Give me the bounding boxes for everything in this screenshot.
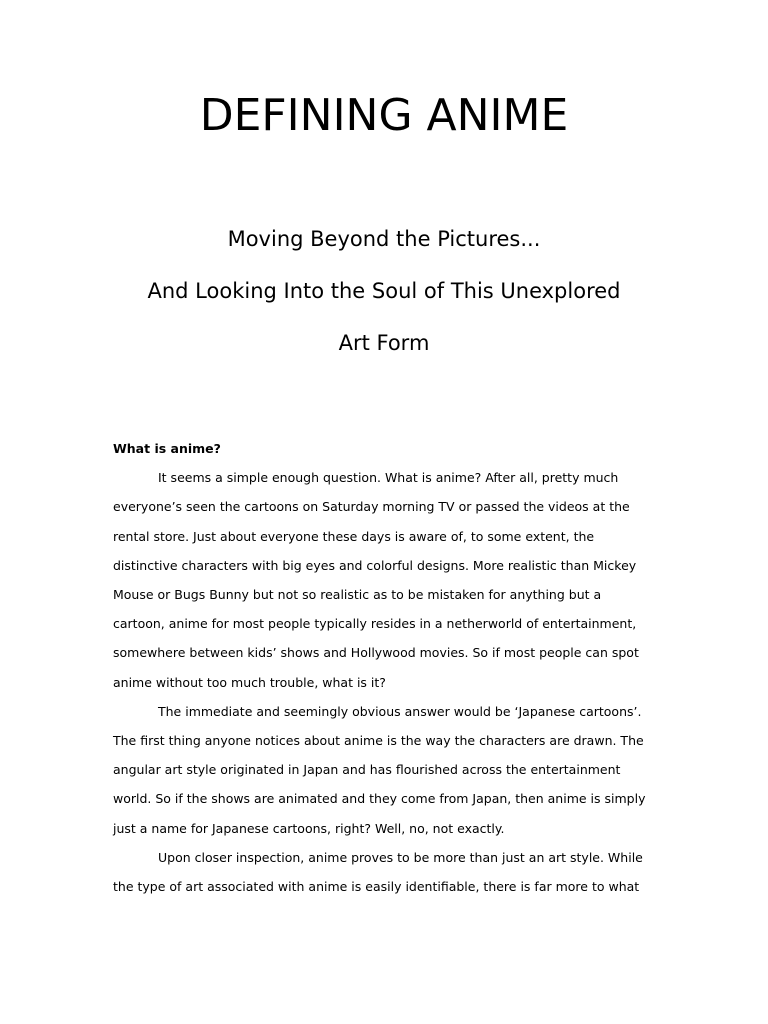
subtitle-line-1: Moving Beyond the Pictures...: [227, 227, 541, 251]
paragraph-3: Upon closer inspection, anime proves to be more than just an art style. While the type of art associated with anime is easily identifiable, there is far more to what: [113, 849, 643, 895]
paragraph-2: The immediate and seemingly obvious answer would be ‘Japanese cartoons’. The first thing anyone notices about anime is the way the characters are drawn. The angular art style originated in Japan and has flourished across the entertainment world. So if the shows are animated and they come from Japan, then anime is simply just a name for Japanese cartoons, right? Well, no, not exactly.: [113, 703, 646, 836]
document-body: [113, 434, 653, 901]
subtitle-line-3: Art Form: [338, 331, 430, 355]
document-title: DEFINING ANIME: [199, 90, 569, 141]
section-heading: What is anime?: [113, 441, 221, 456]
paragraph-1: It seems a simple enough question. What is anime? After all, pretty much everyone’s seen the cartoons on Saturday morning TV or passed the videos at the rental store. Just about everyone these days is aware of, to some extent, the distinctive characters with big eyes and colorful designs. More realistic than Mickey Mouse or Bugs Bunny but not so realistic as to be mistaken for anything but a cartoon, anime for most people typically resides in a netherworld of entertainment, somewhere between kids’ shows and Hollywood movies. So if most people can spot anime without too much trouble, what is it?: [113, 470, 639, 690]
subtitle-line-2: And Looking Into the Soul of This Unexplored: [147, 279, 621, 303]
